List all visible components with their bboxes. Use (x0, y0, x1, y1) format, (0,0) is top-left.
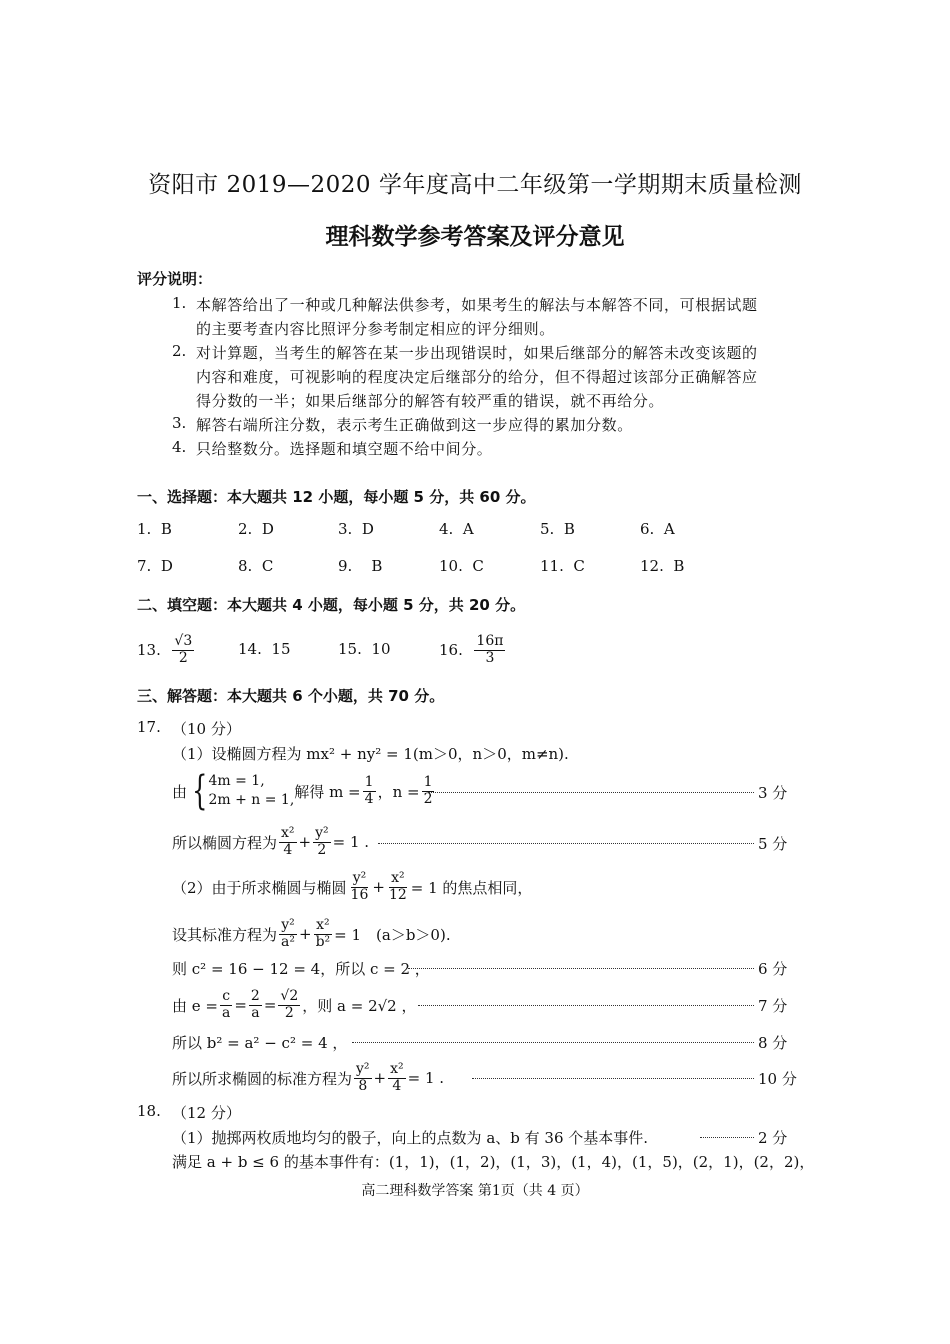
fraction: $\frac{1}{4}$ (364, 774, 374, 807)
mc-num: 8. (238, 557, 253, 575)
q17-ellipse-line: 所以椭圆方程为 $\frac{\text{x²}}{4}$ + $\frac{\text{y²}}{2}$ = 1 . (172, 825, 370, 858)
fill-num: 13. (137, 641, 161, 659)
fraction: $\frac{\text{y²}}{16}$ (350, 870, 369, 903)
section-1-heading: 一、选择题：本大题共 12 小题，每小题 5 分，共 60 分。 (137, 488, 536, 506)
mc-answer-9 (338, 557, 382, 575)
fraction: $\frac{\text{y²}}{2}$ (315, 825, 329, 858)
mc-num: 7. (137, 557, 152, 575)
mc-answer-7 (137, 557, 173, 575)
mc-answer-1 (137, 520, 172, 538)
mc-ans: D (361, 520, 374, 538)
q18-part1: （1）抛掷两枚质地均匀的骰子，向上的点数为 a、b 有 36 个基本事件. (172, 1129, 649, 1147)
fill-num: 14. (238, 640, 262, 658)
note-1-line-2: 的主要考查内容比照评分参考制定相应的评分细则。 (196, 320, 555, 338)
mc-ans: B (160, 520, 172, 538)
q17-e-line: 由 e = $\frac{c}{a}$ = $\frac{2}{a}$ = $\frac{√2}{2}$ ，则 a = 2√2 ， (172, 988, 417, 1021)
q17-score-6: 6 分 (758, 960, 788, 978)
fill-answer-16 (439, 627, 507, 673)
fraction: $\frac{\text{y²}}{8}$ (356, 1061, 370, 1094)
mc-answer-2 (238, 520, 274, 538)
q17-system-line (172, 768, 436, 814)
section-2-heading: 二、填空题：本大题共 4 小题，每小题 5 分，共 20 分。 (137, 596, 526, 614)
mc-answer-11 (540, 557, 585, 575)
note-3-num: 3. (172, 414, 187, 432)
dot-leader (418, 1005, 754, 1006)
mc-num: 2. (238, 520, 253, 538)
mc-answer-10 (439, 557, 484, 575)
mc-answer-6 (640, 520, 675, 538)
fill-answer-15 (338, 640, 391, 658)
note-2-num: 2. (172, 342, 187, 360)
mc-num: 9. (338, 557, 353, 575)
document-title: 资阳市 2019—2020 学年度高中二年级第一学期期末质量检测 (148, 172, 802, 198)
fraction: $\frac{√2}{2}$ (280, 988, 299, 1021)
q17-solve: 解得 m = (294, 782, 361, 801)
dot-leader (472, 1078, 754, 1079)
q17-final-line: 所以所求椭圆的标准方程为 $\frac{\text{y²}}{8}$ + $\frac{\text{x²}}{4}$ = 1 . (172, 1061, 445, 1094)
note-2-line-3: 得分数的一半；如果后继部分的解答有较严重的错误，就不再给分。 (196, 392, 665, 410)
note-4-num: 4. (172, 438, 187, 456)
mc-answer-8 (238, 557, 273, 575)
mc-num: 5. (540, 520, 555, 538)
fraction: $\frac{√3}{2}$ (174, 633, 193, 666)
q17-c-line: 则 c² = 16 − 12 = 4，所以 c = 2 ， (172, 960, 430, 978)
q17-part1: （1）设椭圆方程为 mx² + ny² = 1(m＞0，n＞0，m≠n). (172, 745, 569, 763)
fraction: $\frac{c}{a}$ (221, 988, 231, 1021)
note-1-line-1: 本解答给出了一种或几种解法供参考，如果考生的解法与本解答不同，可根据试题 (196, 296, 758, 314)
mc-answer-3 (338, 520, 374, 538)
mc-ans: D (261, 520, 274, 538)
mc-num: 4. (439, 520, 454, 538)
section-3-heading: 三、解答题：本大题共 6 个小题，共 70 分。 (137, 687, 445, 705)
note-1-num: 1. (172, 294, 187, 312)
dot-leader (408, 968, 754, 969)
notes-heading: 评分说明： (137, 270, 213, 288)
mc-ans: D (160, 557, 173, 575)
q17-n-eq: ，n = (377, 782, 420, 801)
document-subtitle: 理科数学参考答案及评分意见 (325, 224, 625, 250)
mc-answer-5 (540, 520, 575, 538)
equation-system: 4m = 1, 2m + n = 1, (208, 773, 295, 808)
fraction: $\frac{\text{x²}}{4}$ (390, 1061, 404, 1094)
mc-ans: C (573, 557, 585, 575)
q17-score-7: 7 分 (758, 997, 788, 1015)
note-3-line-1: 解答右端所注分数，表示考生正确做到这一步应得的累加分数。 (196, 416, 633, 434)
q17-b-line: 所以 b² = a² − c² = 4 ， (172, 1034, 348, 1052)
fraction: $\frac{\text{x²}}{12}$ (388, 870, 407, 903)
mc-ans: C (472, 557, 484, 575)
fraction: $\frac{2}{a}$ (250, 988, 260, 1021)
fraction: $\frac{\text{y²}}{\text{a²}}$ (281, 917, 295, 950)
q17-standard-line: 设其标准方程为 $\frac{\text{y²}}{\text{a²}}$ + $\frac{\text{x²}}{\text{b²}}$ = 1 (a＞b＞0). (172, 917, 451, 950)
page-footer: 高二理科数学答案 第1页（共 4 页） (361, 1183, 589, 1199)
q17-you: 由 (172, 782, 188, 801)
q17-points: （10 分） (172, 720, 241, 738)
mc-answer-12 (640, 557, 684, 575)
fraction: $\frac{1}{2}$ (423, 774, 433, 807)
q17-num: 17. (137, 718, 161, 736)
fill-ans: 10 (371, 640, 391, 658)
fill-answer-13 (137, 627, 196, 673)
left-brace-icon: { (192, 768, 208, 814)
mc-ans: A (462, 520, 474, 538)
q18-num: 18. (137, 1102, 161, 1120)
mc-ans: B (673, 557, 685, 575)
dot-leader (700, 1137, 754, 1138)
mc-ans: B (563, 520, 575, 538)
mc-num: 3. (338, 520, 353, 538)
mc-num: 12. (640, 557, 664, 575)
fill-answer-14 (238, 640, 291, 658)
mc-num: 10. (439, 557, 463, 575)
mc-num: 11. (540, 557, 564, 575)
fraction: $\frac{16\pi}{3}$ (476, 633, 504, 666)
q17-score-3: 3 分 (758, 784, 788, 802)
q17-part2-line: （2）由于所求椭圆与椭圆 $\frac{\text{y²}}{16}$ + $\frac{\text{x²}}{12}$ = 1 的焦点相同， (172, 870, 533, 903)
mc-answer-4 (439, 520, 474, 538)
dot-leader (428, 792, 754, 793)
note-2-line-2: 内容和难度，可视影响的程度决定后继部分的给分，但不得超过该部分正确解答应 (196, 368, 758, 386)
mc-num: 1. (137, 520, 152, 538)
q17-score-10: 10 分 (758, 1070, 797, 1088)
dot-leader (378, 843, 754, 844)
mc-num: 6. (640, 520, 655, 538)
fraction: $\frac{\text{x²}}{4}$ (281, 825, 295, 858)
q17-score-5: 5 分 (758, 835, 788, 853)
dot-leader (352, 1042, 754, 1043)
mc-ans: A (663, 520, 675, 538)
q18-score-2: 2 分 (758, 1129, 788, 1147)
fill-ans: 15 (271, 640, 291, 658)
mc-ans: B (371, 557, 383, 575)
note-4-line-1: 只给整数分。选择题和填空题不给中间分。 (196, 440, 493, 458)
fraction: $\frac{\text{x²}}{\text{b²}}$ (315, 917, 331, 950)
fill-num: 15. (338, 640, 362, 658)
q17-score-8: 8 分 (758, 1034, 788, 1052)
fill-num: 16. (439, 641, 463, 659)
q18-points: （12 分） (172, 1104, 241, 1122)
q18-part1-events: 满足 a + b ≤ 6 的基本事件有：(1，1)，(1，2)，(1，3)，(1，4)，(1，5)，(2，1)，(2，2)， (172, 1153, 815, 1171)
mc-ans: C (261, 557, 274, 575)
note-2-line-1: 对计算题，当考生的解答在某一步出现错误时，如果后继部分的解答未改变该题的 (196, 344, 758, 362)
